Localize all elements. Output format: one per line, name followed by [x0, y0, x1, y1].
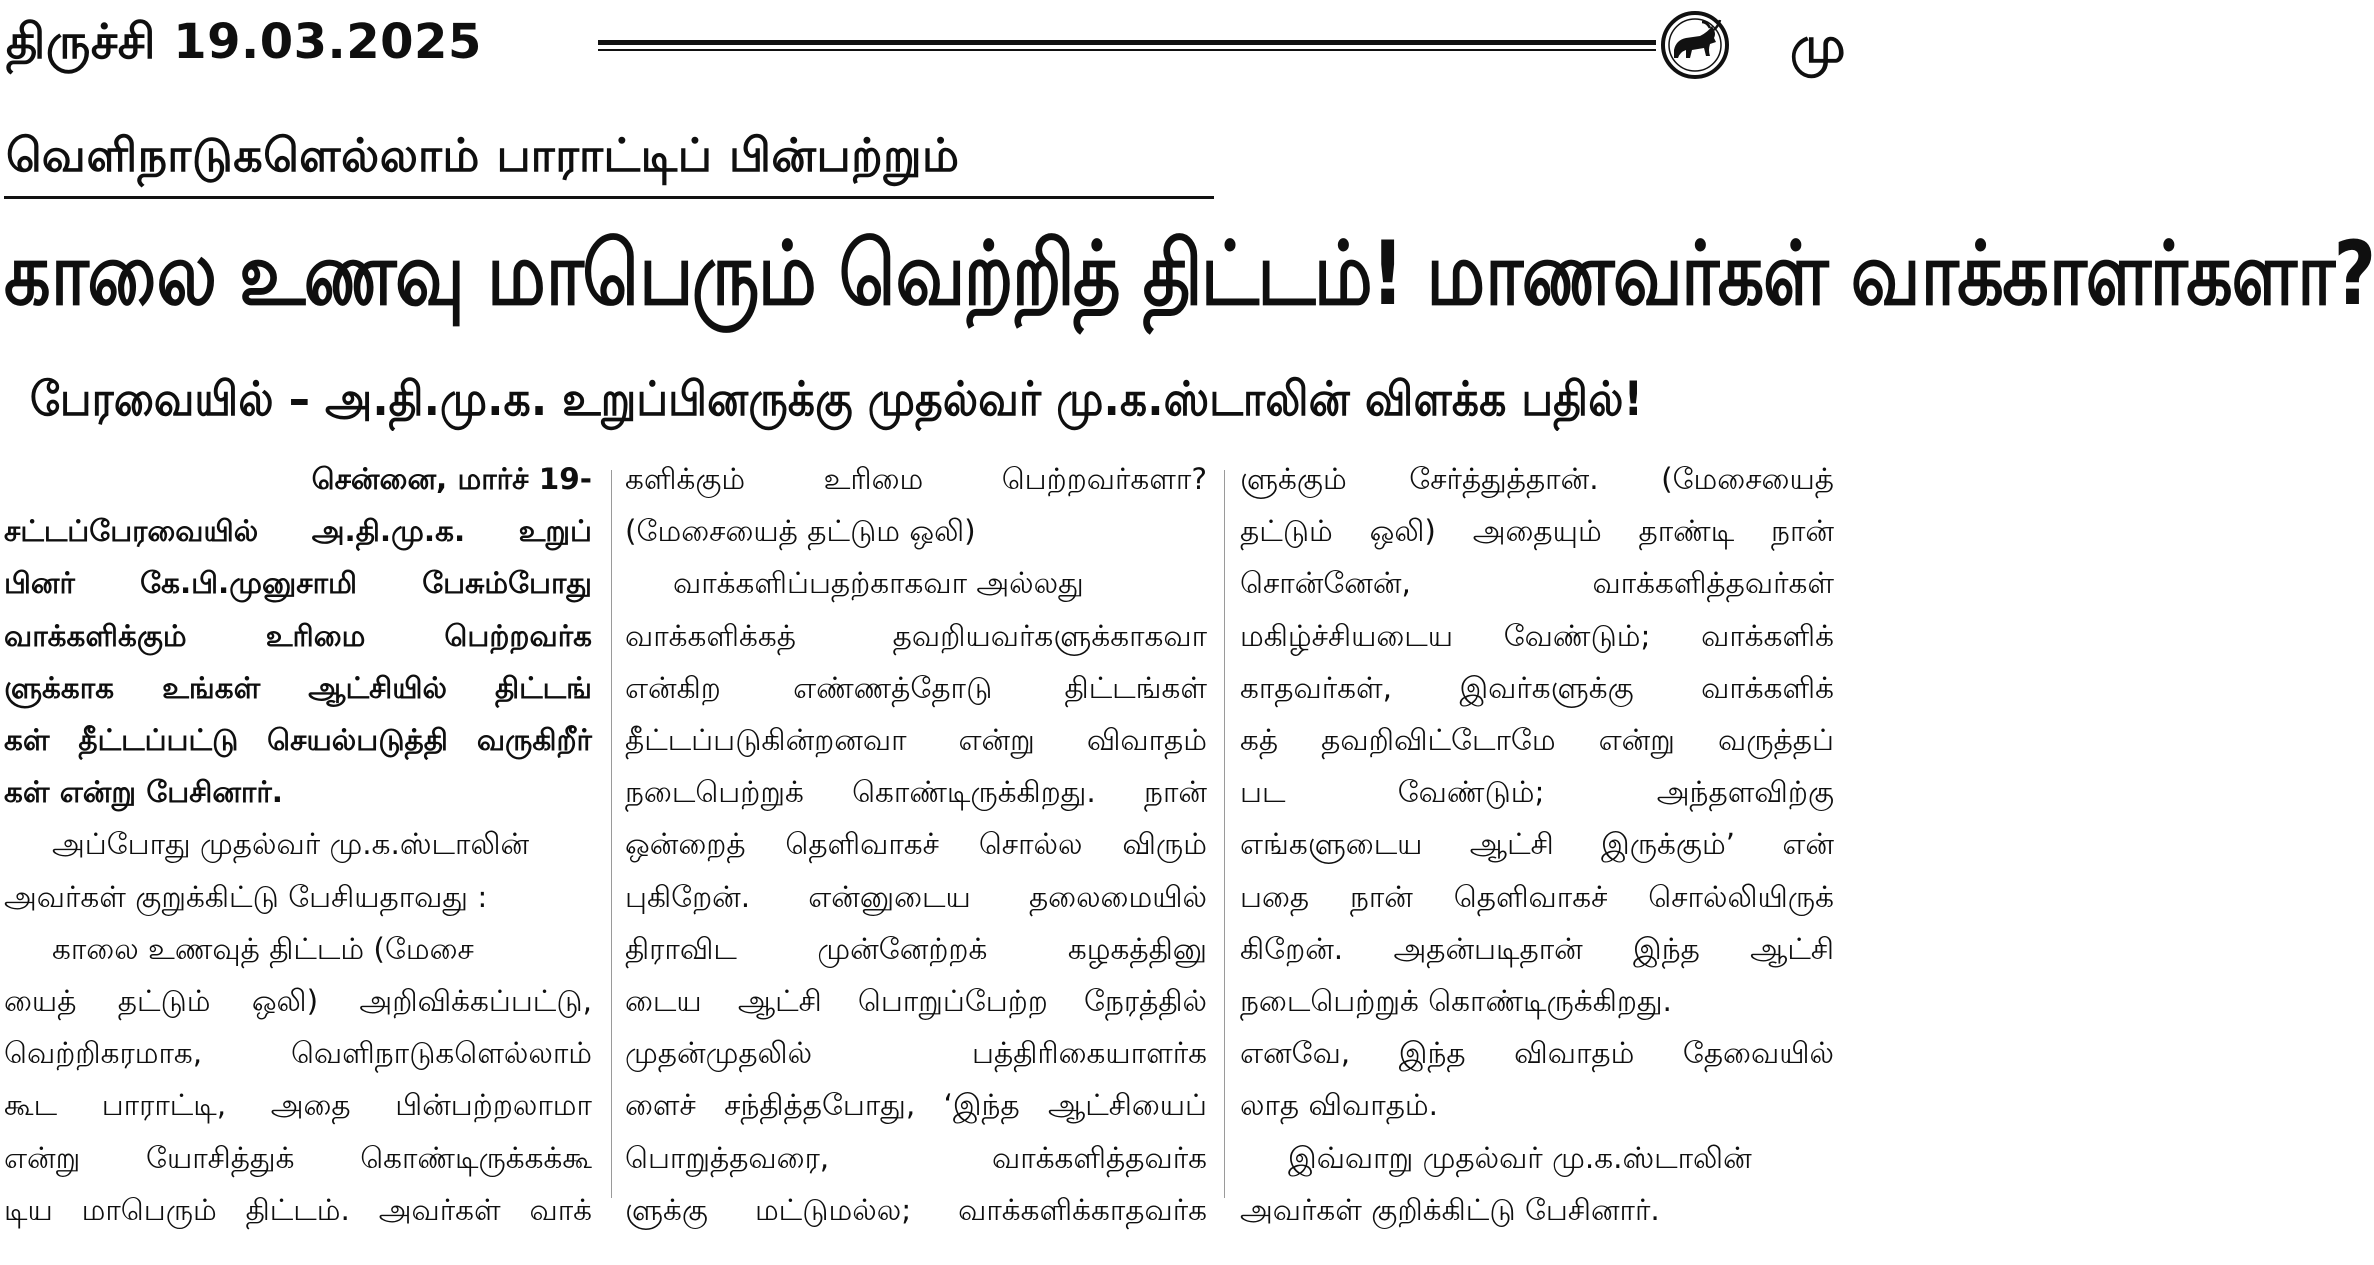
article-text-line: பட வேண்டும்; அந்தளவிற்கு [1240, 775, 1834, 810]
article-text-line: நடைபெற்றுக் கொண்டிருக்கிறது. [1240, 984, 1672, 1018]
article-text-line: கத் தவறிவிட்டோமே என்று வருத்தப் [1240, 723, 1834, 757]
article-text-line: வாக்களிக்கத் தவறியவர்களுக்காகவா [625, 618, 1207, 653]
kicker-headline: வெளிநாடுகளெல்லாம் பாராட்டிப் பின்பற்றும் [6, 128, 960, 182]
article-text-line: களிக்கும் உரிமை பெற்றவர்களா? [625, 462, 1207, 496]
article-text-line: ளுக்கு மட்டுமல்ல; வாக்களிக்காதவர்க [625, 1192, 1207, 1227]
article-text-line: அவர்கள் குறுக்கிட்டு பேசியதாவது : [4, 879, 488, 914]
article-text-line: அப்போது முதல்வர் மு.க.ஸ்டாலின் [52, 827, 530, 862]
article-text-line: (மேசையைத் தட்டும ஒலி) [625, 514, 976, 549]
article-text-line: காலை உணவுத் திட்டம் (மேசை [52, 931, 474, 966]
article-text-line: ஒன்றைத் தெளிவாகச் சொல்ல விரும் [625, 827, 1207, 862]
article-text-line: பினர் கே.பி.முனுசாமி பேசும்போது [4, 566, 592, 601]
article-text-line: ளைச் சந்தித்தபோது, ‘இந்த ஆட்சியைப் [625, 1088, 1207, 1123]
newspaper-name: மு [1790, 16, 1846, 74]
article-text-line: அவர்கள் குறிக்கிட்டு பேசினார். [1240, 1192, 1660, 1227]
article-text-line: மகிழ்ச்சியடைய வேண்டும்; வாக்களிக் [1240, 618, 1834, 653]
subheadline: பேரவையில் – அ.தி.மு.க. உறுப்பினருக்கு முதல்வர் மு.க.ஸ்டாலின் விளக்க பதில்! [30, 372, 1644, 427]
article-text-line: இவ்வாறு முதல்வர் மு.க.ஸ்டாலின் [1288, 1140, 1752, 1175]
article-text-line: என்று யோசித்துக் கொண்டிருக்கக்கூ [4, 1140, 592, 1175]
article-column-3 [1240, 462, 1834, 1265]
article-text-line: கள் என்று பேசினார். [4, 775, 283, 810]
article-text-line: பொறுத்தவரை, வாக்களித்தவர்க [625, 1140, 1207, 1175]
article-text-line: வாக்களிப்பதற்காகவா அல்லது [673, 566, 1084, 601]
masthead-rule-thin [598, 49, 1656, 51]
article-text-line: கூட பாராட்டி, அதை பின்பற்றலாமா [4, 1088, 592, 1123]
masthead-rule-thick [598, 40, 1656, 45]
dateline: திருச்சி 19.03.2025 [6, 14, 482, 70]
article-text-line: பதை நான் தெளிவாகச் சொல்லியிருக் [1240, 879, 1834, 914]
article-text-line: டிய மாபெரும் திட்டம். அவர்கள் வாக் [4, 1192, 592, 1227]
article-text-line: லாத விவாதம். [1240, 1088, 1439, 1123]
article-text-line: கள் தீட்டப்பட்டு செயல்படுத்தி வருகிறீர் [4, 723, 592, 757]
article-text-line: என்கிற எண்ணத்தோடு திட்டங்கள் [625, 670, 1207, 705]
article-text-line: கிறேன். அதன்படிதான் இந்த ஆட்சி [1240, 931, 1834, 966]
article-text-line: சட்டப்பேரவையில் அ.தி.மு.க. உறுப் [4, 514, 592, 549]
article-text-line: சொன்னேன், வாக்களித்தவர்கள் [1240, 566, 1834, 601]
article-text-line: தட்டும் ஒலி) அதையும் தாண்டி நான் [1240, 514, 1834, 549]
bull-logo-icon [1660, 10, 1730, 80]
article-text-line: சென்னை, மார்ச் 19- [311, 462, 592, 496]
main-headline: காலை உணவு மாபெரும் வெற்றித் திட்டம்! மாணவர்கள் வாக்காளர்களா? [4, 222, 2374, 325]
article-text-line: ளுக்கும் சேர்த்துத்தான். (மேசையைத் [1240, 462, 1834, 496]
masthead [0, 0, 1846, 90]
article-text-line: திராவிட முன்னேற்றக் கழகத்தினு [625, 931, 1207, 966]
article-text-line: டைய ஆட்சி பொறுப்பேற்ற நேரத்தில் [625, 984, 1207, 1018]
article-text-line: வாக்களிக்கும் உரிமை பெற்றவர்க [4, 618, 592, 653]
article-text-line: எனவே, இந்த விவாதம் தேவையில் [1240, 1036, 1834, 1071]
article-column-2 [625, 462, 1207, 1265]
article-column-1 [4, 462, 596, 1265]
article-text-line: முதன்முதலில் பத்திரிகையாளர்க [625, 1036, 1207, 1071]
article-text-line: நடைபெற்றுக் கொண்டிருக்கிறது. நான் [625, 775, 1207, 810]
article-text-line: புகிறேன். என்னுடைய தலைமையில் [625, 879, 1207, 914]
article-text-line: வெற்றிகரமாக, வெளிநாடுகளெல்லாம் [4, 1036, 592, 1071]
kicker-underline [4, 196, 1214, 199]
article-text-line: தீட்டப்படுகின்றனவா என்று விவாதம் [625, 723, 1207, 757]
masthead-rule [598, 38, 1656, 54]
article-text-line: யைத் தட்டும் ஒலி) அறிவிக்கப்பட்டு, [4, 984, 592, 1018]
column-divider [1224, 470, 1225, 1198]
article-text-line: காதவர்கள், இவர்களுக்கு வாக்களிக் [1240, 670, 1834, 705]
article-text-line: எங்களுடைய ஆட்சி இருக்கும்’ என் [1240, 827, 1834, 862]
column-divider [611, 470, 612, 1198]
article-text-line: ளுக்காக உங்கள் ஆட்சியில் திட்டங் [4, 670, 592, 705]
